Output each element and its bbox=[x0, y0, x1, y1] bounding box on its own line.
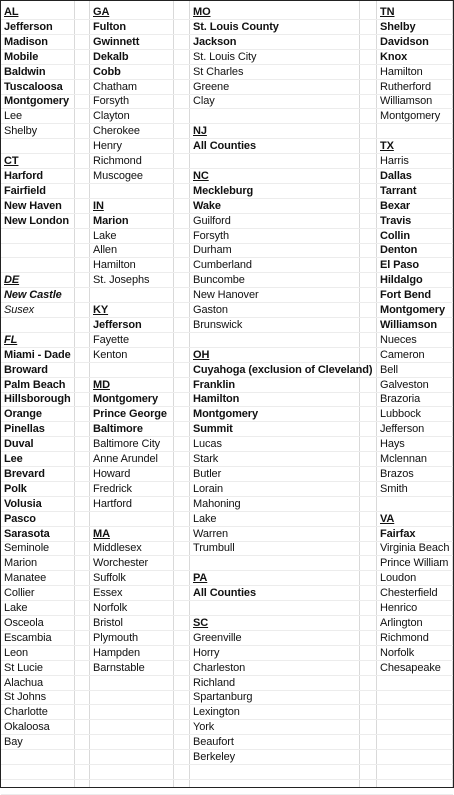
county-cell[interactable]: Osceola bbox=[4, 616, 44, 629]
county-cell[interactable]: Jefferson bbox=[93, 318, 142, 331]
column-5 bbox=[190, 1, 373, 787]
row-gridline bbox=[1, 406, 453, 407]
county-cell[interactable]: New Haven bbox=[4, 199, 62, 212]
county-cell[interactable]: St. Louis City bbox=[193, 50, 257, 63]
row-gridline bbox=[1, 138, 453, 139]
county-cell[interactable]: Bell bbox=[380, 363, 398, 376]
county-cell[interactable]: Jackson bbox=[193, 35, 237, 48]
county-cell[interactable]: Denton bbox=[380, 244, 418, 257]
county-cell[interactable]: Knox bbox=[380, 50, 408, 63]
county-cell[interactable]: Spartanburg bbox=[193, 691, 253, 704]
county-cell[interactable]: Collin bbox=[380, 229, 410, 242]
state-header-cell[interactable]: PA bbox=[193, 572, 208, 585]
state-header-cell[interactable]: GA bbox=[93, 6, 110, 18]
county-cell[interactable]: Brazoria bbox=[380, 393, 421, 406]
county-cell[interactable]: York bbox=[193, 721, 215, 734]
county-cell[interactable]: Middlesex bbox=[93, 542, 142, 555]
county-cell[interactable]: Bexar bbox=[380, 199, 411, 212]
county-cell[interactable]: Guilford bbox=[193, 214, 231, 227]
county-cell[interactable]: Richland bbox=[193, 676, 236, 689]
county-cell[interactable]: St. Louis County bbox=[193, 20, 279, 33]
county-cell[interactable]: Hamilton bbox=[93, 259, 136, 272]
county-cell[interactable]: Pinellas bbox=[4, 423, 45, 436]
county-cell[interactable]: Prince William bbox=[380, 557, 449, 570]
county-cell[interactable]: Orange bbox=[4, 408, 42, 421]
county-cell[interactable]: Madison bbox=[4, 35, 48, 48]
row-gridline bbox=[1, 317, 453, 318]
county-cell[interactable]: Cherokee bbox=[93, 125, 140, 138]
county-cell[interactable]: Cobb bbox=[93, 65, 121, 78]
county-cell[interactable]: Hildalgo bbox=[380, 274, 423, 287]
row-gridline bbox=[1, 108, 453, 109]
state-header-cell[interactable]: TN bbox=[380, 6, 395, 18]
county-cell[interactable]: Cameron bbox=[380, 348, 425, 361]
row-gridline bbox=[1, 660, 453, 661]
county-cell[interactable]: Mahoning bbox=[193, 497, 241, 510]
county-cell[interactable]: Lee bbox=[4, 110, 23, 123]
county-cell[interactable]: Lubbock bbox=[380, 408, 421, 421]
row-gridline bbox=[1, 79, 453, 80]
row-gridline bbox=[1, 496, 453, 497]
row-gridline bbox=[1, 690, 453, 691]
county-cell[interactable]: All Counties bbox=[193, 587, 256, 600]
county-cell[interactable]: Montgomery bbox=[193, 408, 259, 421]
county-cell[interactable]: Bay bbox=[4, 736, 23, 749]
row-gridline bbox=[1, 585, 453, 586]
county-cell[interactable]: Franklin bbox=[193, 378, 235, 391]
state-header-cell[interactable]: CT bbox=[4, 155, 19, 167]
county-cell[interactable]: Clay bbox=[193, 95, 215, 108]
row-gridline bbox=[1, 347, 453, 348]
county-cell[interactable]: Wake bbox=[193, 199, 221, 212]
county-cell[interactable]: Baldwin bbox=[4, 65, 46, 78]
county-cell[interactable]: Sarasota bbox=[4, 527, 50, 540]
county-cell[interactable]: Dallas bbox=[380, 169, 412, 182]
county-cell[interactable]: Collier bbox=[4, 587, 35, 600]
county-cell[interactable]: Baltimore City bbox=[93, 438, 161, 451]
county-cell[interactable]: Chatham bbox=[93, 80, 137, 93]
county-cell[interactable]: Lake bbox=[193, 512, 217, 525]
row-gridline bbox=[1, 541, 453, 542]
county-cell[interactable]: Allen bbox=[93, 244, 117, 257]
county-cell[interactable]: Gwinnett bbox=[93, 35, 140, 48]
row-gridline bbox=[1, 675, 453, 676]
state-header-cell[interactable]: MO bbox=[193, 6, 211, 18]
county-cell[interactable]: Plymouth bbox=[93, 631, 139, 644]
column-2 bbox=[75, 1, 90, 787]
county-cell[interactable]: Shelby bbox=[380, 20, 416, 33]
county-cell[interactable]: St Lucie bbox=[4, 661, 43, 674]
county-cell[interactable]: Charlotte bbox=[4, 706, 48, 719]
row-gridline bbox=[1, 734, 453, 735]
county-cell[interactable]: Forsyth bbox=[93, 95, 129, 108]
county-cell[interactable]: Jefferson bbox=[4, 20, 53, 33]
county-cell[interactable]: Montgomery bbox=[380, 110, 441, 123]
row-gridline bbox=[1, 287, 453, 288]
county-cell[interactable]: Marion bbox=[93, 214, 129, 227]
county-cell[interactable]: Williamson bbox=[380, 95, 433, 108]
county-cell[interactable]: Stark bbox=[193, 453, 219, 465]
row-gridline bbox=[1, 213, 453, 214]
row-gridline bbox=[1, 719, 453, 720]
row-gridline bbox=[1, 153, 453, 154]
county-cell[interactable]: Norfolk bbox=[93, 602, 128, 614]
county-cell[interactable]: Tarrant bbox=[380, 184, 417, 197]
county-cell[interactable]: Warren bbox=[193, 527, 229, 540]
county-cell[interactable]: All Counties bbox=[193, 140, 256, 153]
row-gridline bbox=[1, 779, 453, 780]
county-cell[interactable]: Gaston bbox=[193, 304, 228, 316]
county-cell[interactable]: Palm Beach bbox=[4, 378, 66, 391]
county-cell[interactable]: Suffolk bbox=[93, 572, 126, 585]
county-cell[interactable]: Rutherford bbox=[380, 80, 431, 93]
county-cell[interactable]: El Paso bbox=[380, 259, 420, 272]
county-cell[interactable]: New Hanover bbox=[193, 289, 259, 302]
state-header-cell[interactable]: FL bbox=[4, 333, 18, 346]
county-cell[interactable]: Beaufort bbox=[193, 736, 234, 749]
row-gridline bbox=[1, 764, 453, 765]
county-cell[interactable]: Seminole bbox=[4, 542, 50, 555]
state-header-cell[interactable]: OH bbox=[193, 348, 210, 361]
county-cell[interactable]: Hartford bbox=[93, 497, 132, 510]
county-cell[interactable]: Summit bbox=[193, 423, 233, 436]
county-cell[interactable]: Clayton bbox=[93, 110, 130, 123]
state-header-cell[interactable]: NC bbox=[193, 169, 209, 182]
county-cell[interactable]: Dekalb bbox=[93, 50, 129, 63]
state-header-cell[interactable]: TX bbox=[380, 140, 394, 153]
row-gridline bbox=[1, 272, 453, 273]
county-cell[interactable]: Montgomery bbox=[93, 393, 159, 406]
county-cell[interactable]: Hamilton bbox=[193, 393, 240, 406]
county-cell[interactable]: Richmond bbox=[380, 631, 429, 644]
county-cell[interactable]: St Johns bbox=[4, 691, 47, 704]
county-cell[interactable]: Norfolk bbox=[380, 646, 415, 659]
row-gridline bbox=[1, 630, 453, 631]
state-header-cell[interactable]: IN bbox=[93, 199, 104, 212]
row-gridline bbox=[1, 526, 453, 527]
county-cell[interactable]: Shelby bbox=[4, 125, 38, 138]
row-gridline bbox=[1, 332, 453, 333]
county-cell[interactable]: Chesapeake bbox=[380, 661, 441, 674]
row-gridline bbox=[1, 34, 453, 35]
row-gridline bbox=[1, 377, 453, 378]
row-gridline bbox=[1, 198, 453, 199]
row-gridline bbox=[1, 615, 453, 616]
row-gridline bbox=[1, 421, 453, 422]
county-cell[interactable]: Chesterfield bbox=[380, 587, 438, 600]
county-cell[interactable]: Hays bbox=[380, 438, 405, 451]
row-gridline bbox=[1, 362, 453, 363]
county-cell[interactable]: Trumbull bbox=[193, 542, 235, 555]
row-gridline bbox=[1, 555, 453, 556]
state-header-cell[interactable]: VA bbox=[380, 512, 395, 525]
county-cell[interactable]: Susex bbox=[4, 304, 35, 316]
county-cell[interactable]: Virginia Beach bbox=[380, 542, 450, 555]
row-gridline bbox=[1, 704, 453, 705]
county-cell[interactable]: Fort Bend bbox=[380, 289, 432, 302]
county-cell[interactable]: Hamilton bbox=[380, 65, 423, 78]
county-cell[interactable]: Arlington bbox=[380, 616, 423, 629]
county-cell[interactable]: Jefferson bbox=[380, 423, 425, 436]
county-cell[interactable]: Volusia bbox=[4, 497, 42, 510]
county-cell[interactable]: Prince George bbox=[93, 408, 167, 421]
county-cell[interactable]: Okaloosa bbox=[4, 721, 50, 734]
county-cell[interactable]: Lexington bbox=[193, 706, 240, 719]
row-gridline bbox=[1, 123, 453, 124]
county-cell[interactable]: Greene bbox=[193, 80, 230, 93]
county-cell[interactable]: Broward bbox=[4, 363, 48, 376]
state-header-cell[interactable]: KY bbox=[93, 304, 109, 316]
row-gridline bbox=[1, 466, 453, 467]
county-cell[interactable]: Montgomery bbox=[4, 95, 70, 108]
county-cell[interactable]: Miami - Dade bbox=[4, 348, 71, 361]
county-cell[interactable]: Hampden bbox=[93, 646, 140, 659]
column-1 bbox=[1, 1, 75, 787]
county-cell[interactable]: Fredrick bbox=[93, 482, 132, 495]
county-cell[interactable]: Pasco bbox=[4, 512, 36, 525]
county-cell[interactable]: Baltimore bbox=[93, 423, 143, 436]
county-cell[interactable]: Travis bbox=[380, 214, 412, 227]
county-cell[interactable]: Buncombe bbox=[193, 274, 245, 287]
row-gridline bbox=[1, 749, 453, 750]
county-cell[interactable]: Cuyahoga (exclusion of Cleveland) bbox=[193, 363, 373, 376]
county-cell[interactable]: Fayette bbox=[93, 333, 129, 346]
row-gridline bbox=[1, 570, 453, 571]
county-cell[interactable]: Smith bbox=[380, 482, 408, 495]
county-cell[interactable]: Manatee bbox=[4, 572, 47, 585]
state-header-cell[interactable]: NJ bbox=[193, 125, 207, 138]
county-cell[interactable]: Cumberland bbox=[193, 259, 252, 272]
column-7 bbox=[377, 1, 453, 787]
county-cell[interactable]: Berkeley bbox=[193, 751, 235, 763]
row-gridline bbox=[1, 511, 453, 512]
county-cell[interactable]: Nueces bbox=[380, 333, 417, 346]
county-cell[interactable]: New London bbox=[4, 214, 69, 227]
state-header-cell[interactable]: MA bbox=[93, 527, 110, 540]
county-cell[interactable]: Alachua bbox=[4, 676, 44, 689]
row-gridline bbox=[1, 243, 453, 244]
row-gridline bbox=[1, 436, 453, 437]
county-cell[interactable]: Fairfax bbox=[380, 527, 416, 540]
county-cell[interactable]: Durham bbox=[193, 244, 232, 257]
county-cell[interactable]: St. Josephs bbox=[93, 274, 150, 287]
county-cell[interactable]: Tuscaloosa bbox=[4, 80, 63, 93]
county-cell[interactable]: Mclennan bbox=[380, 453, 427, 465]
state-header-cell[interactable]: DE bbox=[4, 274, 20, 287]
row-gridline bbox=[1, 600, 453, 601]
state-header-cell[interactable]: SC bbox=[193, 616, 209, 629]
county-cell[interactable]: Fulton bbox=[93, 20, 126, 33]
county-cell[interactable]: Davidson bbox=[380, 35, 429, 48]
county-cell[interactable]: Lorain bbox=[193, 482, 223, 495]
county-cell[interactable]: Kenton bbox=[93, 348, 128, 361]
row-gridline bbox=[1, 64, 453, 65]
county-cell[interactable]: Henrico bbox=[380, 602, 418, 614]
county-cell[interactable]: Bristol bbox=[93, 616, 123, 629]
county-cell[interactable]: Muscogee bbox=[93, 169, 143, 182]
county-cell[interactable]: Howard bbox=[93, 467, 131, 480]
county-cell[interactable]: Galveston bbox=[380, 378, 429, 391]
row-gridline bbox=[1, 481, 453, 482]
county-cell[interactable]: Montgomery bbox=[380, 304, 446, 316]
county-cell[interactable]: Forsyth bbox=[193, 229, 229, 242]
state-header-cell[interactable]: AL bbox=[4, 6, 19, 18]
county-cell[interactable]: Horry bbox=[193, 646, 220, 659]
row-gridline bbox=[1, 451, 453, 452]
county-cell[interactable]: Escambia bbox=[4, 631, 52, 644]
row-gridline bbox=[1, 49, 453, 50]
state-header-cell[interactable]: MD bbox=[93, 378, 110, 391]
county-cell[interactable]: Fairfield bbox=[4, 184, 46, 197]
column-6 bbox=[360, 1, 377, 787]
county-cell[interactable]: Duval bbox=[4, 438, 34, 451]
county-cell[interactable]: Brazos bbox=[380, 467, 414, 480]
county-cell[interactable]: Williamson bbox=[380, 318, 437, 331]
column-4 bbox=[174, 1, 190, 787]
county-cell[interactable]: Essex bbox=[93, 587, 123, 600]
column-3 bbox=[90, 1, 174, 787]
county-cell[interactable]: Loudon bbox=[380, 572, 417, 585]
county-cell[interactable]: Meckleburg bbox=[193, 184, 254, 197]
row-gridline bbox=[1, 392, 453, 393]
row-gridline bbox=[1, 94, 453, 95]
county-cell[interactable]: Charleston bbox=[193, 661, 246, 674]
county-cell[interactable]: New Castle bbox=[4, 289, 62, 302]
county-cell[interactable]: Hillsborough bbox=[4, 393, 71, 406]
county-cell[interactable]: Lucas bbox=[193, 438, 222, 451]
county-cell[interactable]: Worchester bbox=[93, 557, 149, 570]
county-cell[interactable]: Lake bbox=[4, 602, 28, 614]
county-cell[interactable]: Harris bbox=[380, 155, 409, 167]
row-gridline bbox=[1, 19, 453, 20]
county-cell[interactable]: Mobile bbox=[4, 50, 39, 63]
county-cell[interactable]: Lake bbox=[93, 229, 117, 242]
county-cell[interactable]: Lee bbox=[4, 453, 23, 465]
county-cell[interactable]: Greenville bbox=[193, 631, 242, 644]
row-gridline bbox=[1, 228, 453, 229]
county-cell[interactable]: Barnstable bbox=[93, 661, 145, 674]
county-cell[interactable]: Richmond bbox=[93, 155, 142, 167]
row-gridline bbox=[1, 183, 453, 184]
county-cell[interactable]: Anne Arundel bbox=[93, 453, 158, 465]
county-cell[interactable]: Marion bbox=[4, 557, 38, 570]
county-cell[interactable]: Henry bbox=[93, 140, 122, 153]
county-cell[interactable]: Butler bbox=[193, 467, 222, 480]
row-gridline bbox=[1, 168, 453, 169]
row-gridline bbox=[1, 302, 453, 303]
county-cell[interactable]: Brevard bbox=[4, 467, 45, 480]
county-cell[interactable]: Leon bbox=[4, 646, 29, 659]
row-gridline bbox=[1, 645, 453, 646]
county-cell[interactable]: St Charles bbox=[193, 65, 244, 78]
row-gridline bbox=[1, 257, 453, 258]
county-cell[interactable]: Polk bbox=[4, 482, 27, 495]
county-cell[interactable]: Harford bbox=[4, 169, 44, 182]
county-cell[interactable]: Brunswick bbox=[193, 318, 243, 331]
